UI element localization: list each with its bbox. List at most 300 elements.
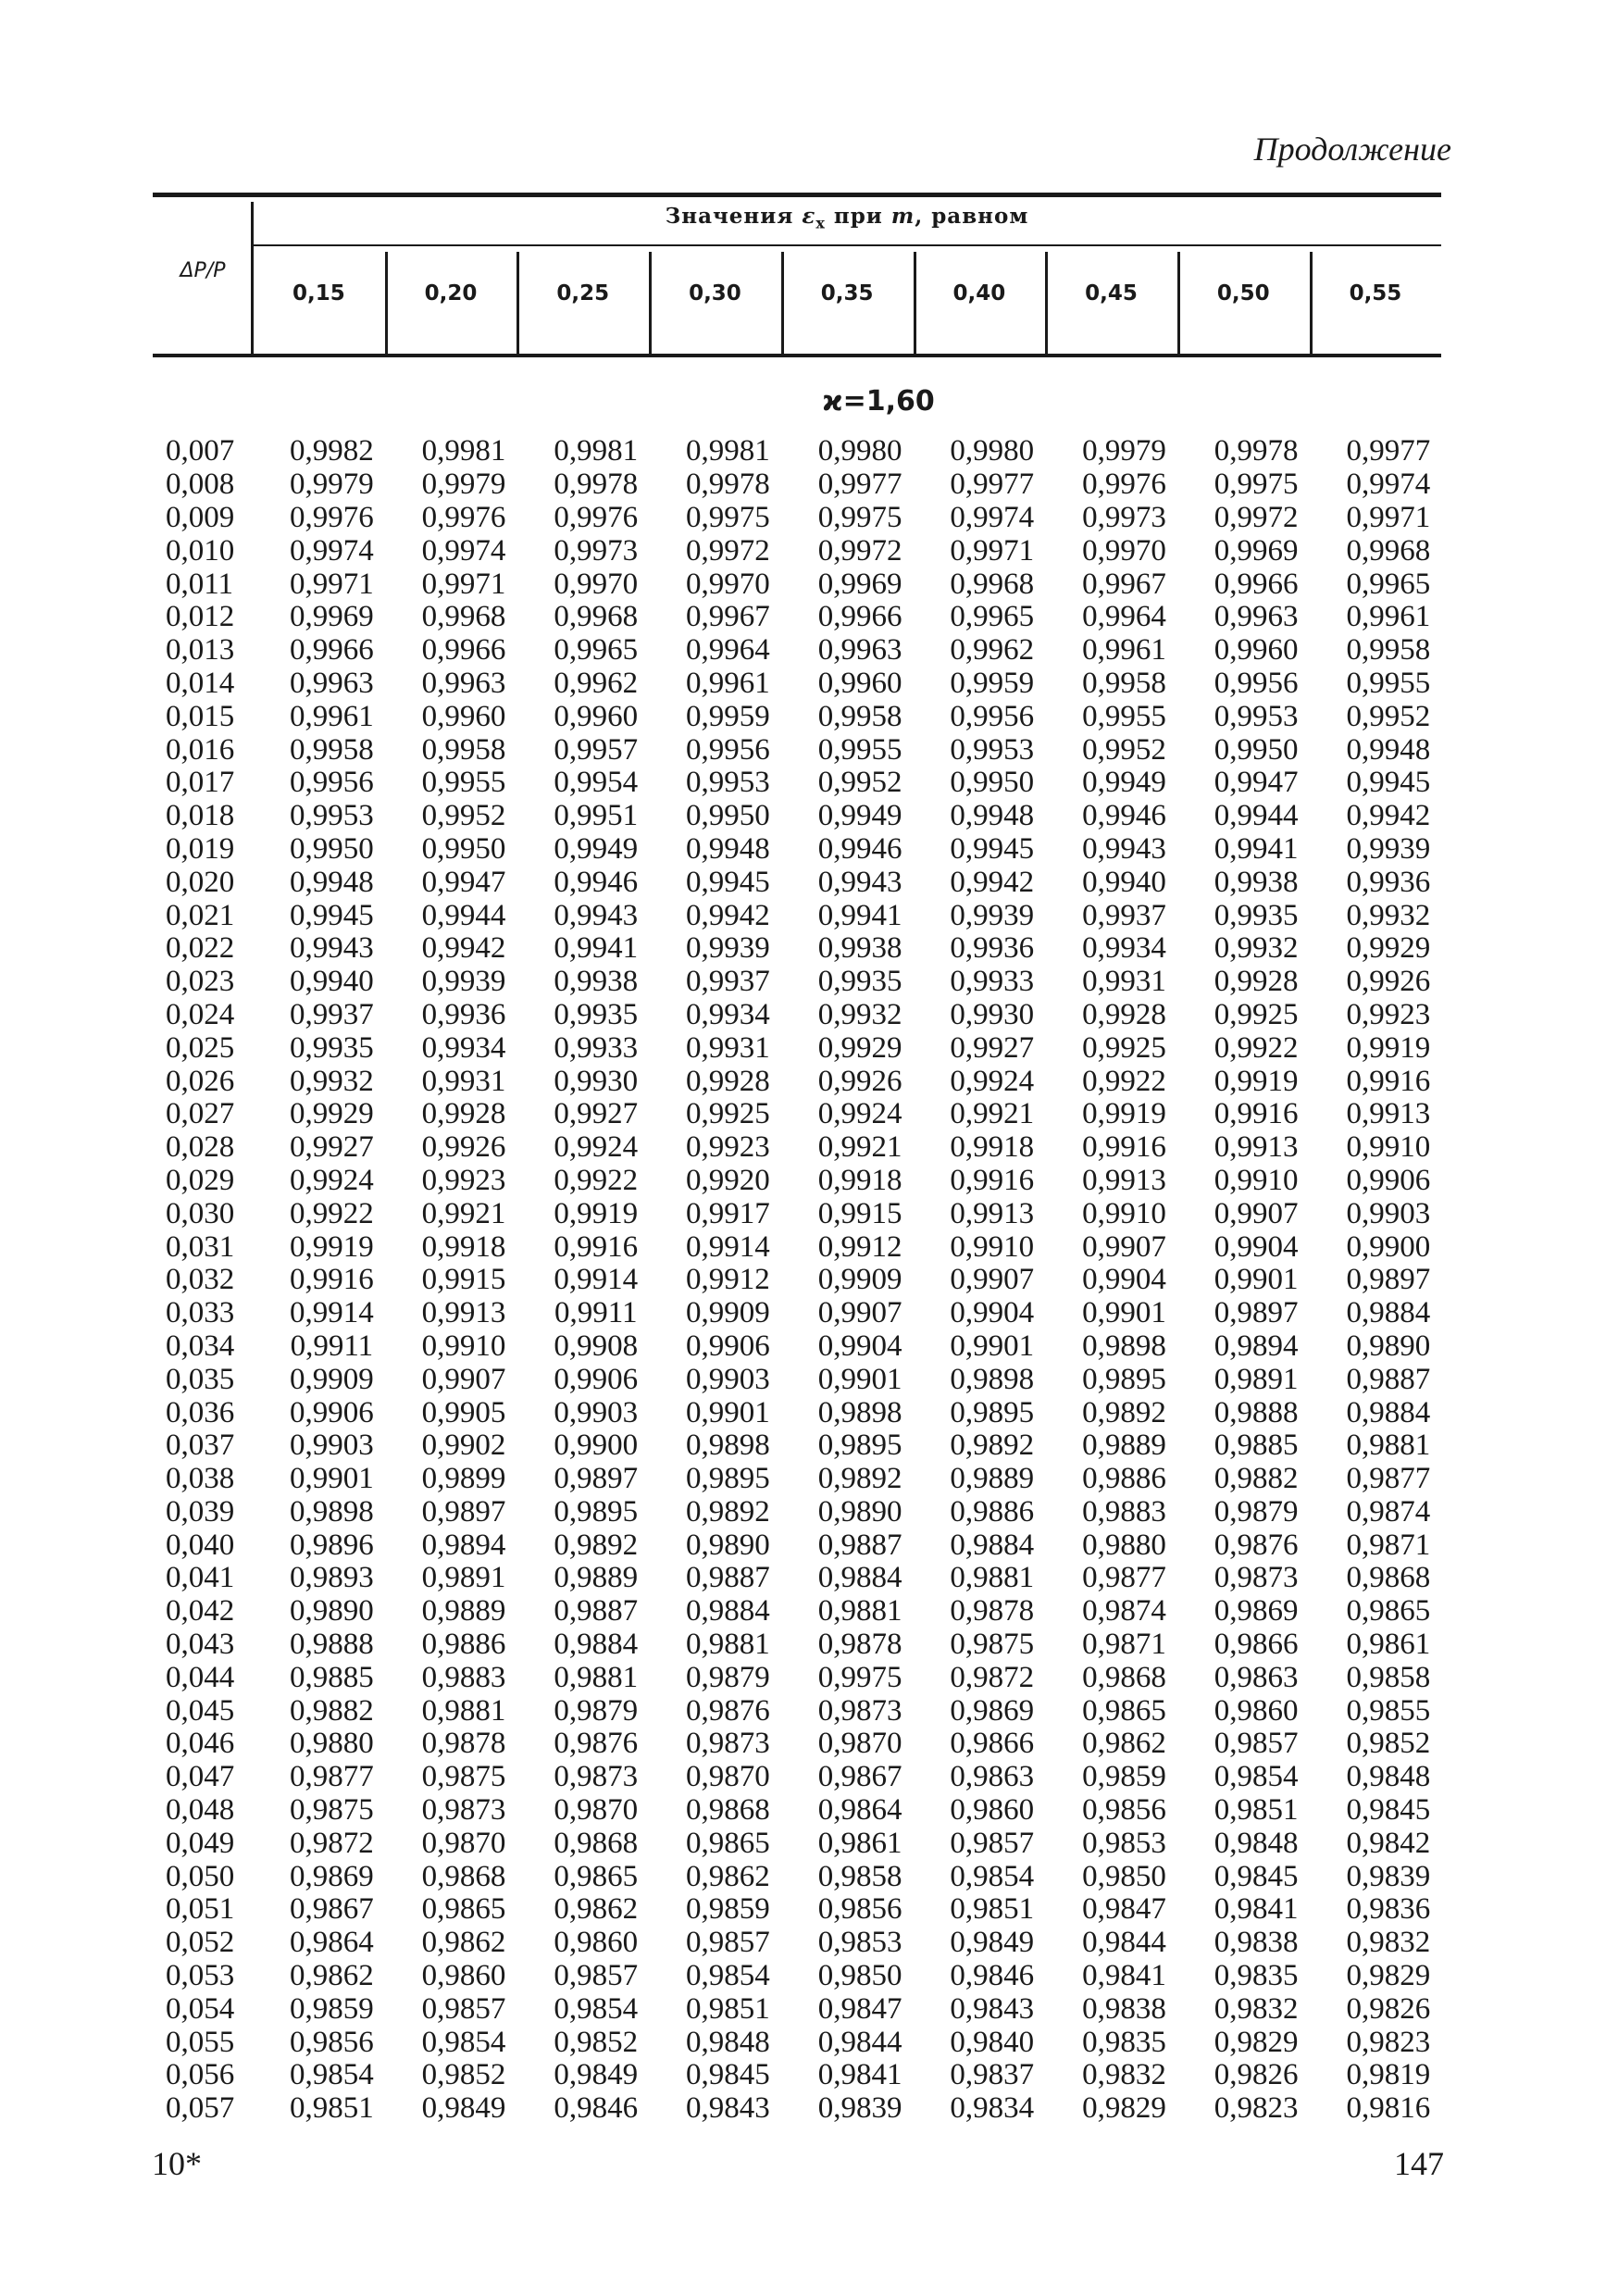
table-cell: 0,9859 (1082, 1760, 1166, 1794)
table-cell: 0,9856 (817, 1892, 902, 1927)
table-cell: 0,9904 (950, 1296, 1035, 1330)
table-cell: 0,9871 (1082, 1628, 1166, 1662)
table-cell: 0,9910 (1214, 1163, 1299, 1197)
table-cell: 0,9965 (950, 600, 1035, 634)
table-cell: 0,9868 (421, 1859, 506, 1893)
row-pressure-ratio: 0,041 (166, 1561, 235, 1595)
table-cell: 0,9976 (554, 500, 639, 534)
table-row (153, 932, 1454, 966)
table-cell: 0,9957 (554, 732, 639, 767)
table-cell: 0,9929 (817, 1030, 902, 1065)
table-cell: 0,9922 (1082, 1064, 1166, 1098)
table-cell: 0,9841 (1082, 1959, 1166, 1993)
table-cell: 0,9958 (817, 699, 902, 733)
table-cell: 0,9921 (950, 1097, 1035, 1131)
table-cell: 0,9904 (817, 1329, 902, 1363)
table-cell: 0,9967 (1082, 567, 1166, 601)
table-row (153, 733, 1454, 767)
table-cell: 0,9900 (1346, 1229, 1431, 1264)
table-cell: 0,9974 (1346, 468, 1431, 502)
table-cell: 0,9897 (554, 1462, 639, 1496)
header-top-rule (153, 193, 1441, 197)
table-row (153, 1728, 1454, 1761)
row-pressure-ratio: 0,048 (166, 1793, 235, 1828)
table-cell: 0,9873 (421, 1793, 506, 1828)
table-cell: 0,9936 (1346, 865, 1431, 899)
table-cell: 0,9882 (1214, 1462, 1299, 1496)
table-cell: 0,9845 (1214, 1859, 1299, 1893)
table-cell: 0,9948 (1346, 732, 1431, 767)
table-row (153, 502, 1454, 535)
table-cell: 0,9916 (1346, 1064, 1431, 1098)
table-cell: 0,9941 (1214, 831, 1299, 866)
table-cell: 0,9838 (1082, 1991, 1166, 2026)
table-cell: 0,9932 (817, 997, 902, 1031)
table-row (153, 1098, 1454, 1131)
table-cell: 0,9956 (289, 766, 374, 800)
table-cell: 0,9854 (686, 1959, 770, 1993)
table-cell: 0,9940 (1082, 865, 1166, 899)
table-cell: 0,9970 (686, 567, 770, 601)
table-cell: 0,9966 (289, 633, 374, 668)
table-cell: 0,9890 (686, 1528, 770, 1562)
table-cell: 0,9848 (1346, 1760, 1431, 1794)
table-cell: 0,9860 (554, 1926, 639, 1960)
table-row (153, 1065, 1454, 1098)
table-cell: 0,9873 (554, 1760, 639, 1794)
table-cell: 0,9891 (1214, 1362, 1299, 1396)
span-header-subscript: x (815, 214, 826, 232)
table-cell: 0,9937 (1082, 898, 1166, 932)
table-cell: 0,9823 (1214, 2091, 1299, 2126)
table-cell: 0,9892 (1082, 1395, 1166, 1429)
table-row (153, 1330, 1454, 1364)
span-header-mid: при (825, 204, 891, 229)
table-cell: 0,9893 (289, 1561, 374, 1595)
section-label-text: ϰ=1,60 (822, 385, 935, 418)
table-cell: 0,9964 (686, 633, 770, 668)
table-cell: 0,9926 (817, 1064, 902, 1098)
table-cell: 0,9977 (817, 468, 902, 502)
table-cell: 0,9887 (554, 1594, 639, 1628)
table-cell: 0,9946 (817, 831, 902, 866)
table-cell: 0,9970 (554, 567, 639, 601)
table-cell: 0,9924 (289, 1163, 374, 1197)
table-cell: 0,9926 (421, 1130, 506, 1165)
row-pressure-ratio: 0,036 (166, 1395, 235, 1429)
column-divider (781, 252, 784, 357)
table-cell: 0,9900 (554, 1429, 639, 1463)
table-cell: 0,9955 (817, 732, 902, 767)
table-cell: 0,9866 (1214, 1628, 1299, 1662)
table-cell: 0,9939 (950, 898, 1035, 932)
table-cell: 0,9952 (817, 766, 902, 800)
table-cell: 0,9973 (554, 533, 639, 568)
table-cell: 0,9948 (686, 831, 770, 866)
row-pressure-ratio: 0,056 (166, 2058, 235, 2092)
table-cell: 0,9980 (817, 434, 902, 468)
table-row (153, 1396, 1454, 1429)
table-cell: 0,9944 (421, 898, 506, 932)
table-cell: 0,9934 (421, 1030, 506, 1065)
table-cell: 0,9899 (421, 1462, 506, 1496)
table-cell: 0,9816 (1346, 2091, 1431, 2126)
page-number: 147 (1394, 2145, 1444, 2182)
row-pressure-ratio: 0,037 (166, 1429, 235, 1463)
table-cell: 0,9928 (1082, 997, 1166, 1031)
table-cell: 0,9948 (950, 799, 1035, 833)
table-cell: 0,9958 (1082, 666, 1166, 700)
table-cell: 0,9868 (686, 1793, 770, 1828)
table-cell: 0,9915 (421, 1263, 506, 1297)
table-row (153, 1927, 1454, 1960)
table-cell: 0,9923 (686, 1130, 770, 1165)
table-cell: 0,9914 (554, 1263, 639, 1297)
table-row (153, 1595, 1454, 1628)
column-header: 0,15 (292, 281, 345, 306)
table-row (153, 534, 1454, 568)
table-row (153, 1562, 1454, 1595)
table-cell: 0,9971 (950, 533, 1035, 568)
row-pressure-ratio: 0,028 (166, 1130, 235, 1165)
table-cell: 0,9874 (1346, 1494, 1431, 1529)
span-header (253, 204, 1441, 241)
row-pressure-ratio: 0,009 (166, 500, 235, 534)
table-cell: 0,9834 (950, 2091, 1035, 2126)
table-cell: 0,9864 (817, 1793, 902, 1828)
table-cell: 0,9913 (1082, 1163, 1166, 1197)
table-cell: 0,9943 (289, 931, 374, 966)
table-cell: 0,9876 (686, 1693, 770, 1728)
table-cell: 0,9862 (289, 1959, 374, 1993)
table-cell: 0,9832 (1214, 1991, 1299, 2026)
row-pressure-ratio: 0,017 (166, 766, 235, 800)
table-cell: 0,9901 (686, 1395, 770, 1429)
table-cell: 0,9913 (1214, 1130, 1299, 1165)
table-cell: 0,9974 (289, 533, 374, 568)
table-cell: 0,9950 (289, 831, 374, 866)
table-cell: 0,9854 (421, 2025, 506, 2059)
table-cell: 0,9854 (289, 2058, 374, 2092)
table-cell: 0,9942 (950, 865, 1035, 899)
table-row (153, 1197, 1454, 1230)
table-cell: 0,9941 (554, 931, 639, 966)
table-row (153, 2092, 1454, 2126)
table-row (153, 1893, 1454, 1927)
table-row (153, 468, 1454, 502)
table-cell: 0,9931 (686, 1030, 770, 1065)
table-cell: 0,9896 (289, 1528, 374, 1562)
table-row (153, 601, 1454, 634)
table-cell: 0,9938 (1214, 865, 1299, 899)
table-cell: 0,9923 (1346, 997, 1431, 1031)
table-cell: 0,9843 (686, 2091, 770, 2126)
table-cell: 0,9898 (817, 1395, 902, 1429)
row-pressure-ratio: 0,040 (166, 1528, 235, 1562)
table-cell: 0,9975 (817, 500, 902, 534)
table-cell: 0,9927 (950, 1030, 1035, 1065)
table-cell: 0,9959 (686, 699, 770, 733)
table-cell: 0,9959 (950, 666, 1035, 700)
table-cell: 0,9870 (817, 1727, 902, 1761)
table-cell: 0,9826 (1214, 2058, 1299, 2092)
column-divider (385, 252, 388, 357)
table-cell: 0,9851 (1214, 1793, 1299, 1828)
table-cell: 0,9968 (421, 600, 506, 634)
row-pressure-ratio: 0,038 (166, 1462, 235, 1496)
table-cell: 0,9823 (1346, 2025, 1431, 2059)
table-cell: 0,9891 (421, 1561, 506, 1595)
table-row (153, 1794, 1454, 1828)
table-cell: 0,9890 (1346, 1329, 1431, 1363)
table-cell: 0,9922 (289, 1196, 374, 1230)
table-cell: 0,9933 (554, 1030, 639, 1065)
table-cell: 0,9950 (686, 799, 770, 833)
table-row (153, 767, 1454, 800)
table-cell: 0,9898 (289, 1494, 374, 1529)
table-cell: 0,9961 (686, 666, 770, 700)
table-cell: 0,9906 (686, 1329, 770, 1363)
table-cell: 0,9945 (289, 898, 374, 932)
table-cell: 0,9944 (1214, 799, 1299, 833)
table-cell: 0,9867 (289, 1892, 374, 1927)
column-header: 0,45 (1085, 281, 1138, 306)
table-cell: 0,9849 (421, 2091, 506, 2126)
table-cell: 0,9897 (421, 1494, 506, 1529)
table-cell: 0,9906 (289, 1395, 374, 1429)
table-cell: 0,9916 (950, 1163, 1035, 1197)
table-cell: 0,9956 (686, 732, 770, 767)
table-cell: 0,9932 (289, 1064, 374, 1098)
header-bottom-rule (153, 354, 1441, 357)
table-cell: 0,9953 (686, 766, 770, 800)
table-cell: 0,9861 (1346, 1628, 1431, 1662)
table-cell: 0,9952 (421, 799, 506, 833)
table-cell: 0,9962 (554, 666, 639, 700)
table-cell: 0,9947 (1214, 766, 1299, 800)
table-cell: 0,9907 (1214, 1196, 1299, 1230)
table-cell: 0,9971 (421, 567, 506, 601)
table-row (153, 1827, 1454, 1860)
row-pressure-ratio: 0,055 (166, 2025, 235, 2059)
table-cell: 0,9848 (1214, 1826, 1299, 1860)
row-pressure-ratio: 0,020 (166, 865, 235, 899)
table-cell: 0,9916 (1214, 1097, 1299, 1131)
table-cell: 0,9934 (686, 997, 770, 1031)
table-cell: 0,9895 (1082, 1362, 1166, 1396)
table-cell: 0,9901 (950, 1329, 1035, 1363)
table-cell: 0,9907 (950, 1263, 1035, 1297)
table-cell: 0,9871 (1346, 1528, 1431, 1562)
table-cell: 0,9852 (1346, 1727, 1431, 1761)
table-cell: 0,9911 (554, 1296, 638, 1330)
table-cell: 0,9974 (950, 500, 1035, 534)
table-cell: 0,9868 (1082, 1660, 1166, 1694)
table-cell: 0,9865 (1346, 1594, 1431, 1628)
table-cell: 0,9924 (817, 1097, 902, 1131)
column-header: 0,40 (952, 281, 1006, 306)
table-cell: 0,9884 (1346, 1395, 1431, 1429)
table-cell: 0,9895 (686, 1462, 770, 1496)
column-header: 0,35 (820, 281, 874, 306)
table-cell: 0,9884 (1346, 1296, 1431, 1330)
table-cell: 0,9976 (1082, 468, 1166, 502)
table-cell: 0,9895 (817, 1429, 902, 1463)
table-cell: 0,9950 (1214, 732, 1299, 767)
table-cell: 0,9882 (289, 1693, 374, 1728)
table-cell: 0,9981 (686, 434, 770, 468)
table-cell: 0,9877 (1082, 1561, 1166, 1595)
table-cell: 0,9857 (950, 1826, 1035, 1860)
row-pressure-ratio: 0,045 (166, 1693, 235, 1728)
table-cell: 0,9972 (1214, 500, 1299, 534)
table-cell: 0,9829 (1346, 1959, 1431, 1993)
table-row (153, 1131, 1454, 1165)
table-cell: 0,9906 (554, 1362, 639, 1396)
table-row (153, 1529, 1454, 1562)
table-cell: 0,9921 (817, 1130, 902, 1165)
table-cell: 0,9881 (1346, 1429, 1431, 1463)
table-cell: 0,9955 (421, 766, 506, 800)
table-cell: 0,9835 (1214, 1959, 1299, 1993)
table-cell: 0,9978 (554, 468, 639, 502)
table-cell: 0,9928 (1214, 965, 1299, 999)
table-row (153, 668, 1454, 701)
table-cell: 0,9935 (817, 965, 902, 999)
table-cell: 0,9889 (950, 1462, 1035, 1496)
table-cell: 0,9930 (950, 997, 1035, 1031)
table-cell: 0,9939 (686, 931, 770, 966)
table-cell: 0,9849 (950, 1926, 1035, 1960)
table-cell: 0,9860 (950, 1793, 1035, 1828)
table-cell: 0,9895 (950, 1395, 1035, 1429)
table-cell: 0,9898 (1082, 1329, 1166, 1363)
table-cell: 0,9841 (817, 2058, 902, 2092)
table-cell: 0,9913 (421, 1296, 506, 1330)
table-cell: 0,9892 (686, 1494, 770, 1529)
table-cell: 0,9976 (421, 500, 506, 534)
table-cell: 0,9883 (421, 1660, 506, 1694)
table-cell: 0,9850 (817, 1959, 902, 1993)
table-cell: 0,9982 (289, 434, 374, 468)
table-cell: 0,9956 (950, 699, 1035, 733)
table-cell: 0,9869 (289, 1859, 374, 1893)
table-cell: 0,9968 (554, 600, 639, 634)
table-cell: 0,9851 (289, 2091, 374, 2126)
row-pressure-ratio: 0,047 (166, 1760, 235, 1794)
table-cell: 0,9901 (817, 1362, 902, 1396)
table-cell: 0,9864 (289, 1926, 374, 1960)
table-cell: 0,9916 (554, 1229, 639, 1264)
table-row (153, 1661, 1454, 1694)
table-cell: 0,9861 (817, 1826, 902, 1860)
table-row (153, 1860, 1454, 1893)
table-cell: 0,9879 (554, 1693, 639, 1728)
table-cell: 0,9870 (421, 1826, 506, 1860)
table-cell: 0,9918 (950, 1130, 1035, 1165)
table-cell: 0,9856 (289, 2025, 374, 2059)
table-cell: 0,9879 (1214, 1494, 1299, 1529)
table-row (153, 833, 1454, 867)
row-pressure-ratio: 0,024 (166, 997, 235, 1031)
table-row (153, 1230, 1454, 1264)
table-row (153, 899, 1454, 932)
table-cell: 0,9847 (1082, 1892, 1166, 1927)
table-cell: 0,9974 (421, 533, 506, 568)
table-cell: 0,9940 (289, 965, 374, 999)
table-cell: 0,9910 (1082, 1196, 1166, 1230)
table-cell: 0,9913 (1346, 1097, 1431, 1131)
row-pressure-ratio: 0,029 (166, 1163, 235, 1197)
table-cell: 0,9963 (421, 666, 506, 700)
table-row (153, 1992, 1454, 2026)
table-cell: 0,9924 (950, 1064, 1035, 1098)
table-cell: 0,9889 (1082, 1429, 1166, 1463)
table-cell: 0,9854 (1214, 1760, 1299, 1794)
table-cell: 0,9975 (817, 1660, 902, 1694)
table-cell: 0,9910 (950, 1229, 1035, 1264)
table-cell: 0,9892 (950, 1429, 1035, 1463)
table-cell: 0,9876 (1214, 1528, 1299, 1562)
table-cell: 0,9829 (1082, 2091, 1166, 2126)
table-cell: 0,9980 (950, 434, 1035, 468)
table-cell: 0,9945 (686, 865, 770, 899)
table-cell: 0,9875 (421, 1760, 506, 1794)
table-cell: 0,9894 (1214, 1329, 1299, 1363)
table-cell: 0,9971 (289, 567, 374, 601)
table-cell: 0,9955 (1346, 666, 1431, 700)
table-cell: 0,9948 (289, 865, 374, 899)
table-cell: 0,9961 (1346, 600, 1431, 634)
row-pressure-ratio: 0,043 (166, 1628, 235, 1662)
table-cell: 0,9952 (1346, 699, 1431, 733)
row-pressure-ratio: 0,050 (166, 1859, 235, 1893)
table-cell: 0,9912 (817, 1229, 902, 1264)
table-cell: 0,9938 (817, 931, 902, 966)
table-cell: 0,9965 (554, 633, 639, 668)
table-header (153, 193, 1441, 357)
table-cell: 0,9934 (1082, 931, 1166, 966)
table-cell: 0,9889 (421, 1594, 506, 1628)
table-cell: 0,9963 (289, 666, 374, 700)
table-cell: 0,9854 (950, 1859, 1035, 1893)
table-cell: 0,9922 (1214, 1030, 1299, 1065)
table-cell: 0,9931 (421, 1064, 506, 1098)
table-cell: 0,9857 (421, 1991, 506, 2026)
table-cell: 0,9947 (421, 865, 506, 899)
table-cell: 0,9881 (950, 1561, 1035, 1595)
table-cell: 0,9880 (1082, 1528, 1166, 1562)
table-cell: 0,9976 (289, 500, 374, 534)
table-cell: 0,9902 (421, 1429, 506, 1463)
table-cell: 0,9847 (817, 1991, 902, 2026)
column-divider (517, 252, 519, 357)
table-cell: 0,9922 (554, 1163, 639, 1197)
table-row (153, 1694, 1454, 1728)
table-cell: 0,9914 (289, 1296, 374, 1330)
table-cell: 0,9852 (554, 2025, 639, 2059)
table-cell: 0,9905 (421, 1395, 506, 1429)
table-cell: 0,9955 (1082, 699, 1166, 733)
table-cell: 0,9977 (950, 468, 1035, 502)
table-row (153, 1165, 1454, 1198)
table-cell: 0,9829 (1214, 2025, 1299, 2059)
table-cell: 0,9819 (1346, 2058, 1431, 2092)
span-header-suffix: , равном (915, 204, 1029, 229)
table-cell: 0,9898 (950, 1362, 1035, 1396)
table-cell: 0,9924 (554, 1130, 639, 1165)
table-cell: 0,9915 (817, 1196, 902, 1230)
